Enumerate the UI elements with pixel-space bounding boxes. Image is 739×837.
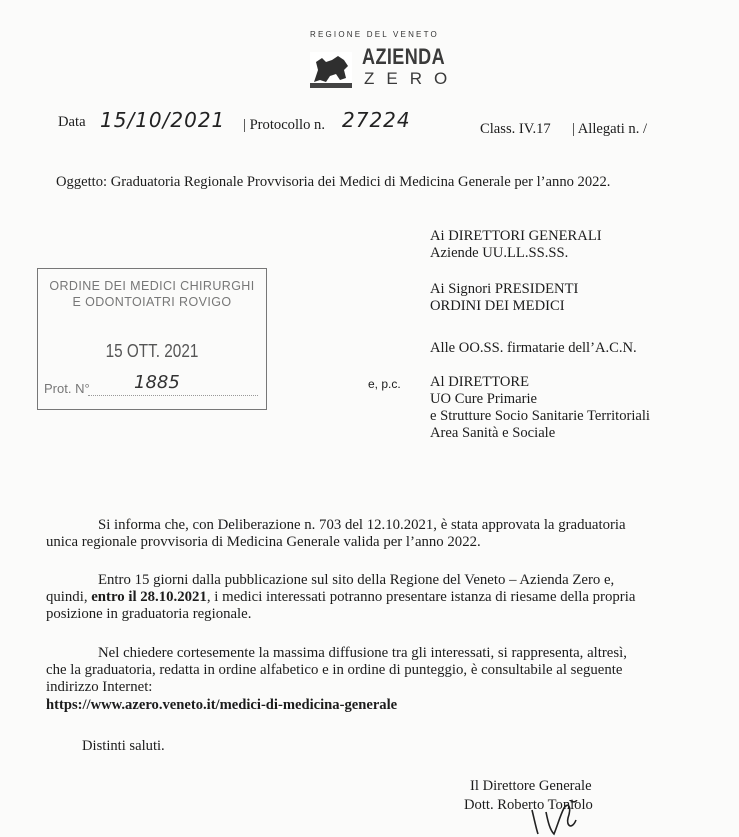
lion-logo-icon (310, 52, 352, 88)
logo-zero: ZERO (364, 69, 460, 88)
recipient-4-line-1: Al DIRETTORE (430, 374, 530, 390)
data-value: 15/10/2021 (100, 108, 226, 132)
paragraph-2 (46, 572, 696, 623)
allegati-label: | Allegati n. / (572, 121, 648, 137)
p2-line-3: posizione in graduatoria regionale. (46, 606, 252, 622)
protocollo-value: 27224 (342, 108, 411, 132)
recipient-4-line-4: Area Sanità e Sociale (430, 425, 556, 441)
subject: Oggetto: Graduatoria Regionale Provvisoria dei Medici di Medicina Generale per l’anno 2022. (56, 174, 611, 190)
p3-line-3: indirizzo Internet: (46, 679, 153, 695)
stamp-date: 15 OTT. 2021 (105, 341, 199, 361)
logo-azienda: AZIENDA (362, 44, 446, 69)
stamp-prot-value: 1885 (134, 372, 180, 393)
p1-line-1: Si informa che, con Deliberazione n. 703 del 12.10.2021, è stata approvata la graduatoria (98, 517, 626, 533)
region-label: REGIONE DEL VENETO (310, 30, 439, 39)
paragraph-1 (46, 517, 696, 551)
protocollo-label: | Protocollo n. (243, 117, 325, 133)
received-stamp (37, 268, 267, 410)
stamp-line-1: ORDINE DEI MEDICI CHIRURGHI (49, 279, 255, 293)
signature-title: Il Direttore Generale (470, 778, 592, 794)
recipient-2-line-1: Ai Signori PRESIDENTI (430, 281, 579, 297)
p3-line-1: Nel chiedere cortesemente la massima diffusione tra gli interessati, si rappresenta, altresì, (98, 645, 627, 661)
stamp-prot-label: Prot. N° (44, 381, 90, 396)
signature-name: Dott. Roberto Toniolo (464, 797, 593, 813)
p3-line-2: che la graduatoria, redatta in ordine alfabetico e in ordine di punteggio, è consultabile al seguente (46, 662, 623, 678)
stamp-dotted-line (88, 395, 258, 396)
recipient-3: Alle OO.SS. firmatarie dell’A.C.N. (430, 340, 637, 356)
p2-line-1: Entro 15 giorni dalla pubblicazione sul sito della Regione del Veneto – Azienda Zero e, (98, 572, 615, 588)
paragraph-3 (46, 645, 696, 696)
data-label: Data (58, 114, 86, 130)
recipient-4-line-3: e Strutture Socio Sanitarie Territoriali (430, 408, 650, 424)
website-url[interactable]: https://www.azero.veneto.it/medici-di-medicina-generale (46, 697, 398, 713)
epc-label: e, p.c. (368, 377, 401, 391)
stamp-line-2: E ODONTOIATRI ROVIGO (72, 295, 232, 309)
recipient-2-line-2: ORDINI DEI MEDICI (430, 298, 565, 314)
p1-line-2: unica regionale provvisoria di Medicina Generale valida per l’anno 2022. (46, 534, 481, 550)
closing: Distinti saluti. (82, 738, 165, 754)
recipient-1-line-1: Ai DIRETTORI GENERALI (430, 228, 602, 244)
handwritten-signature-icon (528, 800, 608, 836)
recipient-1-line-2: Aziende UU.LL.SS.SS. (430, 245, 569, 261)
recipient-4-line-2: UO Cure Primarie (430, 391, 537, 407)
class-label: Class. IV.17 (480, 121, 551, 137)
p2-line-2: quindi, entro il 28.10.2021, i medici interessati potranno presentare istanza di riesame della propria (46, 589, 636, 605)
